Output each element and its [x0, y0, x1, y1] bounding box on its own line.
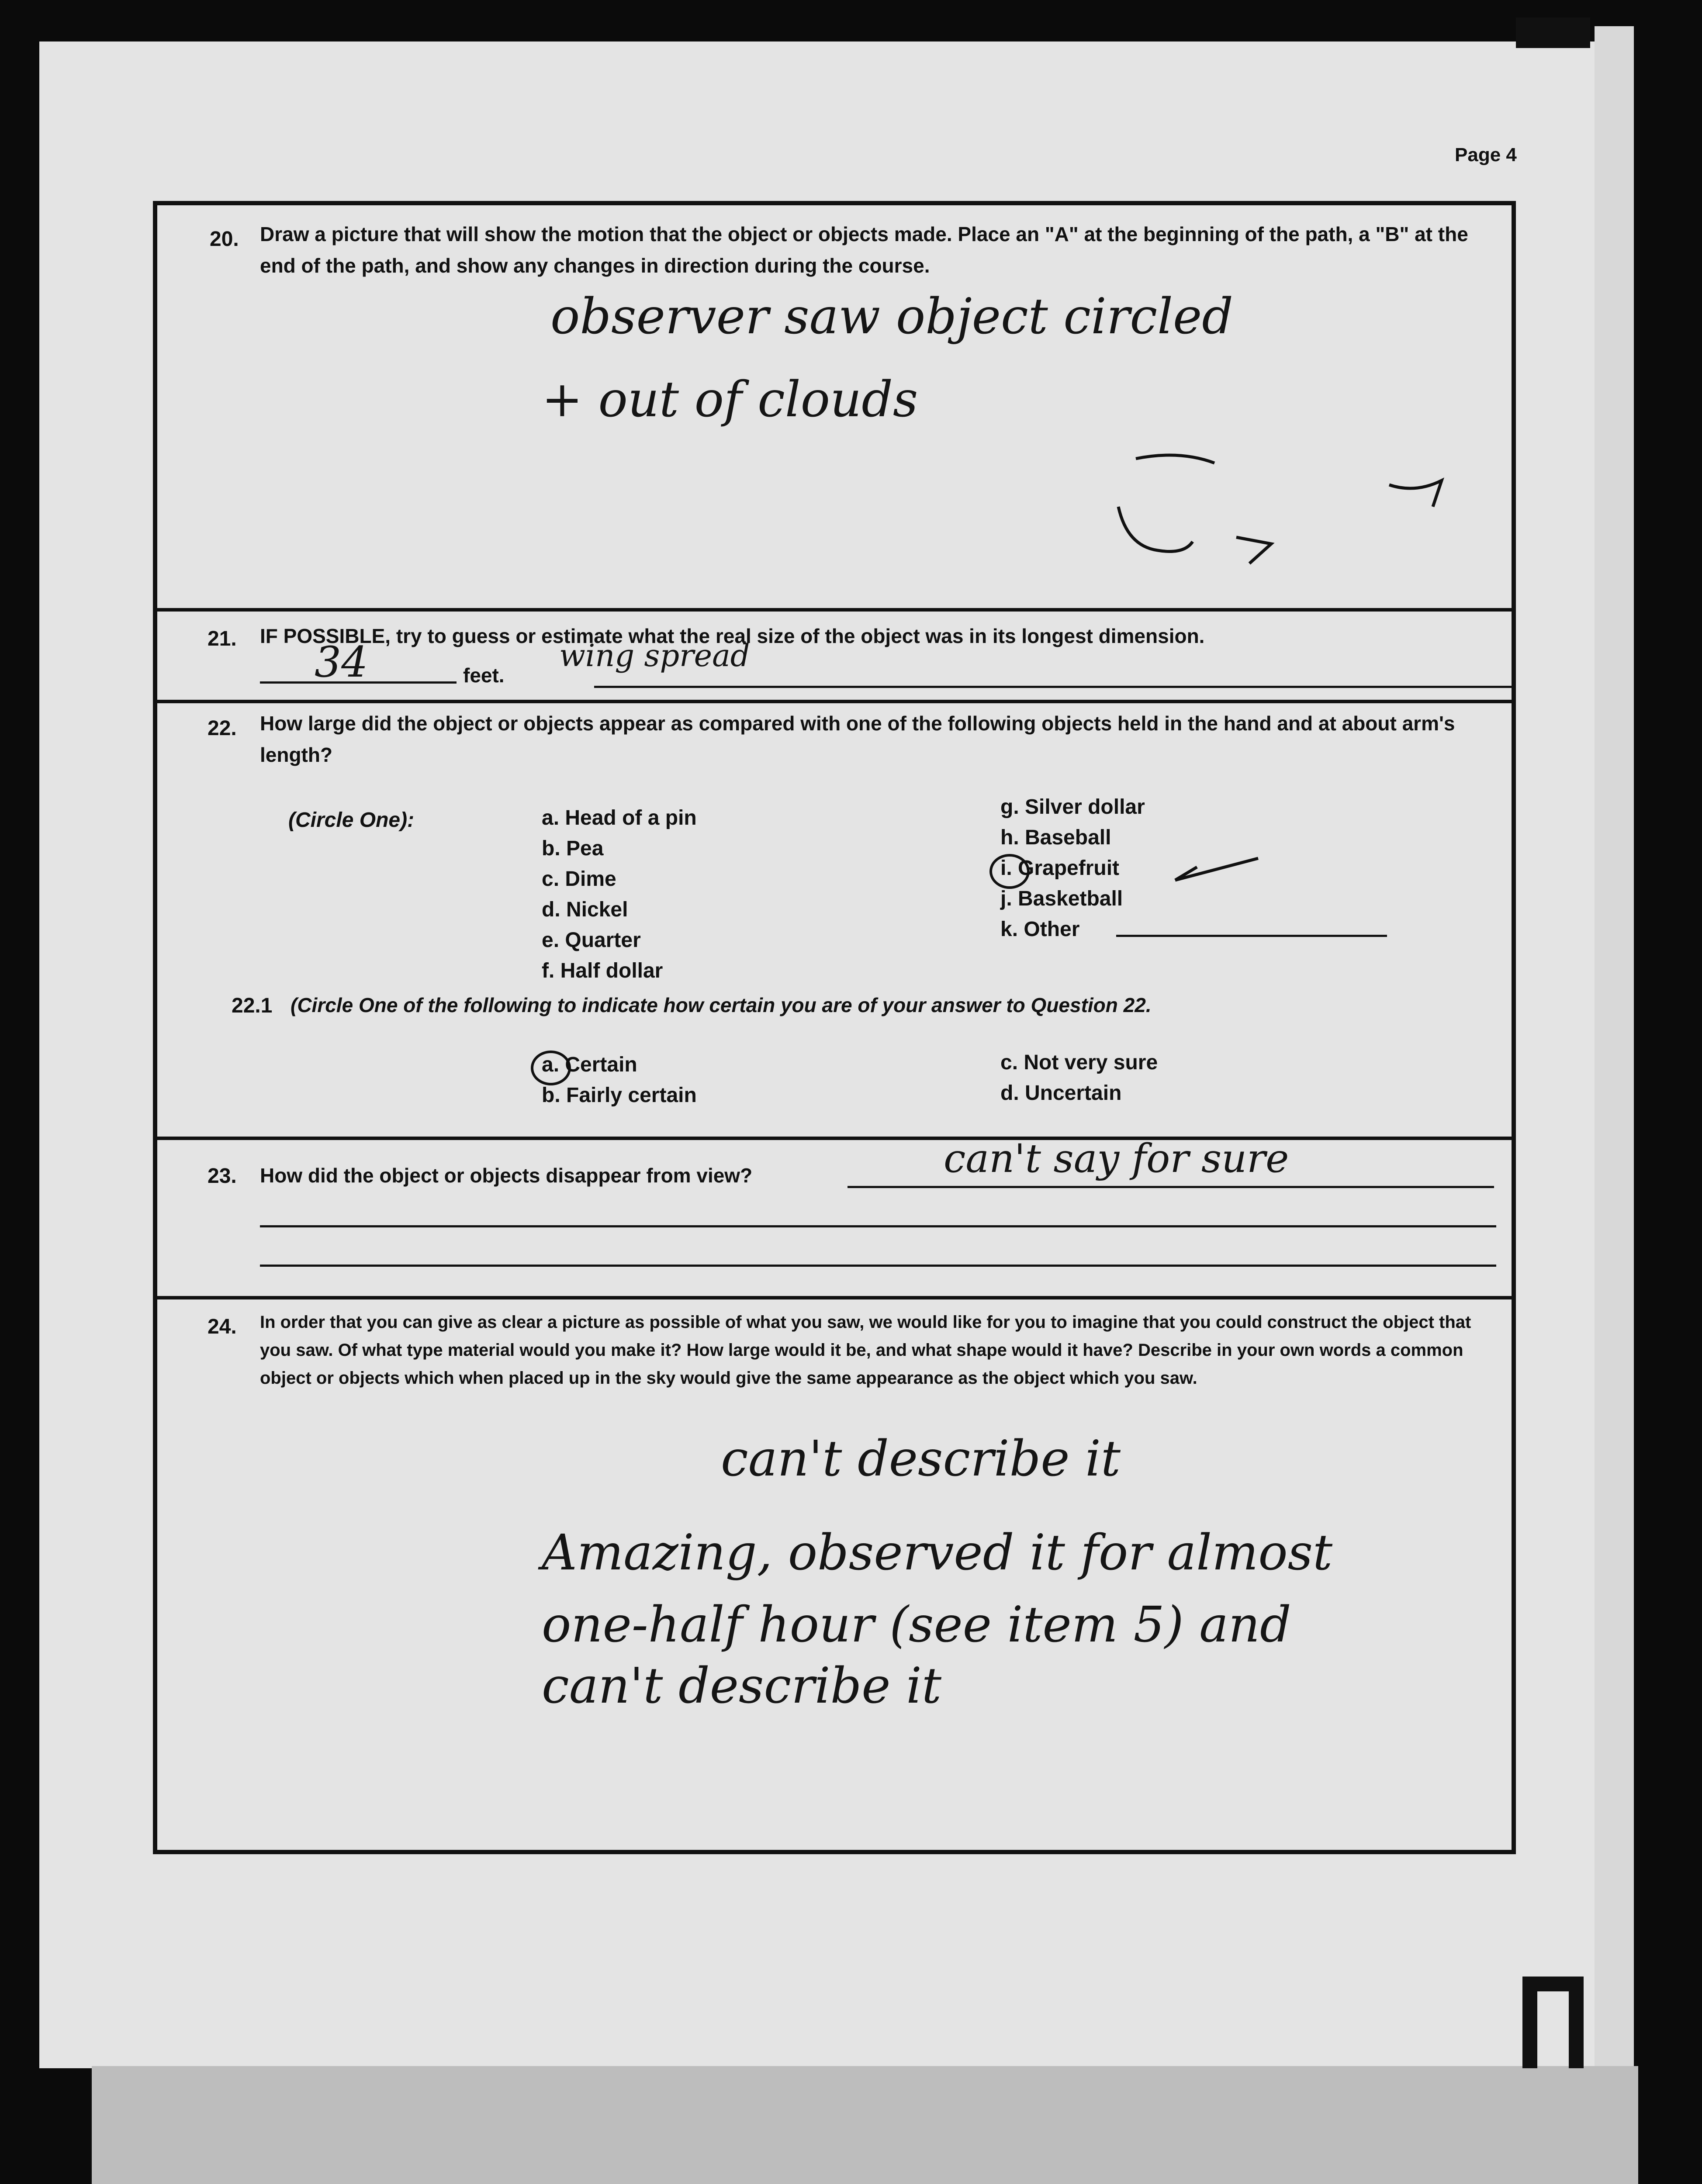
option-certain: a. Certain — [542, 1053, 637, 1076]
question-number: 24. — [208, 1315, 237, 1338]
page-edge — [1595, 26, 1634, 2079]
question-number: 22.1 — [232, 994, 273, 1017]
corner-mark-top — [1516, 17, 1590, 48]
option-basketball: j. Basketball — [1000, 887, 1123, 910]
question-text: (Circle One of the following to indicate how certain you are of your answer to Question 22. — [291, 994, 1152, 1016]
size-estimate-answer: 34 — [315, 638, 368, 687]
question-23 — [157, 1136, 1512, 1299]
question-text: Draw a picture that will show the motion that the object or objects made. Place an "A" at the beginning of the path, a "B" at the end of the path, and show any changes in direction during the course. — [260, 223, 1468, 277]
other-answer-line — [1116, 935, 1387, 937]
answer-line — [594, 686, 1512, 688]
check-mark — [1171, 854, 1271, 889]
answer-line — [260, 1225, 1496, 1227]
question-text: In order that you can give as clear a picture as possible of what you saw, we would like for you to imagine that you could construct the object that you saw. Of what type material would you make it? How large would it be, and what shape would it have? Describe in your own words a common object or objects which when placed up in the sky would give the same appearance as the object which you saw. — [260, 1313, 1471, 1388]
question-number: 22. — [208, 717, 237, 740]
selection-circle — [989, 854, 1030, 889]
question-24 — [157, 1299, 1512, 1850]
option-dime: c. Dime — [542, 867, 616, 891]
option-head-of-pin: a. Head of a pin — [542, 806, 697, 829]
handwritten-answer: can't describe it — [721, 1431, 1121, 1487]
question-number: 21. — [208, 627, 237, 650]
questionnaire-form — [153, 201, 1516, 1854]
option-half-dollar: f. Half dollar — [542, 959, 663, 982]
option-pea: b. Pea — [542, 837, 604, 860]
corner-mark-bottom — [1522, 1977, 1584, 2068]
option-grapefruit: i. Grapefruit — [1000, 857, 1120, 880]
question-20 — [157, 205, 1512, 612]
option-silver-dollar: g. Silver dollar — [1000, 795, 1145, 819]
option-uncertain: d. Uncertain — [1000, 1082, 1122, 1105]
handwritten-answer: + out of clouds — [542, 371, 918, 428]
question-21 — [157, 612, 1512, 703]
background-strip — [92, 2066, 1638, 2184]
question-text: IF POSSIBLE, try to guess or estimate what the real size of the object was in its longest dimension. — [260, 625, 1205, 647]
option-not-very-sure: c. Not very sure — [1000, 1051, 1158, 1074]
question-text: How large did the object or objects appear as compared with one of the following objects held in the hand and at about arm's length? — [260, 712, 1455, 766]
option-baseball: h. Baseball — [1000, 826, 1111, 849]
option-fairly-certain: b. Fairly certain — [542, 1084, 697, 1107]
option-nickel: d. Nickel — [542, 898, 628, 921]
option-other: k. Other — [1000, 918, 1080, 941]
handwritten-answer: observer saw object circled — [550, 288, 1233, 345]
page-number: Page 4 — [1455, 144, 1517, 166]
handwritten-answer: one-half hour (see item 5) and — [542, 1597, 1291, 1653]
handwritten-answer: can't describe it — [542, 1658, 941, 1714]
answer-line — [260, 1265, 1496, 1267]
answer-line — [848, 1186, 1494, 1188]
question-text: How did the object or objects disappear from view? — [260, 1164, 753, 1187]
question-number: 23. — [208, 1165, 237, 1188]
unit-label: feet. — [463, 664, 505, 687]
option-quarter: e. Quarter — [542, 929, 641, 952]
motion-sketch — [1110, 432, 1503, 590]
question-number: 20. — [210, 228, 239, 251]
circle-instruction: (Circle One): — [288, 809, 415, 832]
handwritten-answer: Amazing, observed it for almost — [542, 1524, 1333, 1581]
handwritten-note: wing spread — [559, 638, 750, 674]
question-22 — [157, 703, 1512, 1140]
handwritten-answer: can't say for sure — [944, 1136, 1289, 1182]
selection-circle — [531, 1051, 571, 1085]
